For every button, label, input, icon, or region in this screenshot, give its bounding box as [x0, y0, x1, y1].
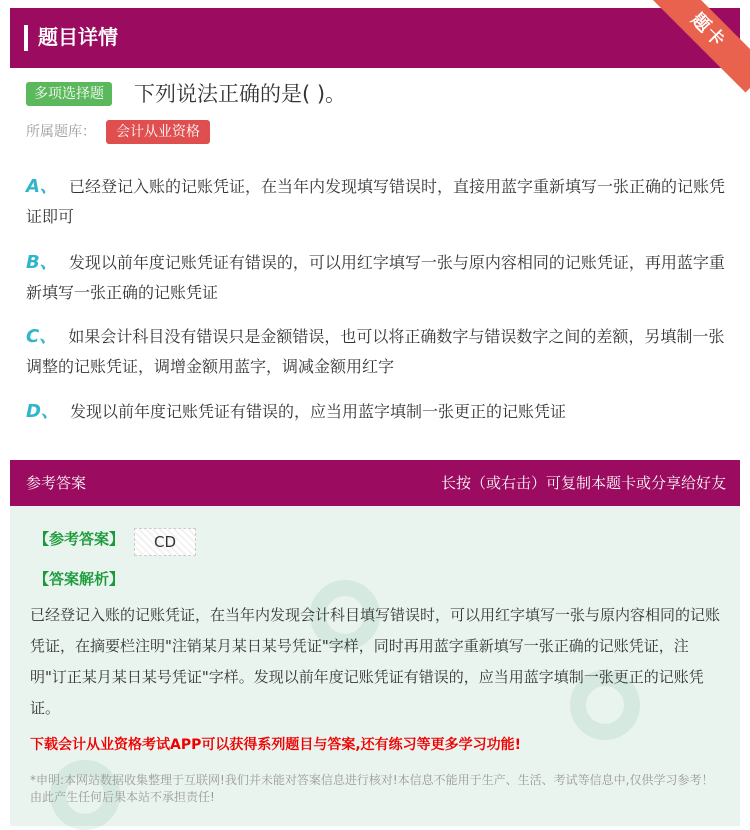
corner-ribbon — [650, 0, 750, 100]
option-letter: C、 — [26, 326, 58, 347]
page-title: 题目详情 — [38, 25, 118, 49]
option-b — [26, 248, 726, 308]
option-d — [26, 397, 726, 427]
copy-hint: 长按（或右击）可复制本题卡或分享给好友 — [440, 474, 726, 492]
question-type-badge: 多项选择题 — [26, 82, 112, 106]
option-letter: B、 — [26, 252, 58, 273]
question-title: 下列说法正确的是( )。 — [134, 82, 347, 106]
answer-value: CD — [134, 528, 196, 556]
explanation-text: 已经登记入账的记账凭证，在当年内发现会计科目填写错误时，可以用红字填写一张与原内容相同的记账凭证，在摘要栏注明"注销某月某日某号凭证"字样，同时再用蓝字重新填写一张正确的记账凭证，注明"订正某月某日某号凭证"字样。发现以前年度记账凭证有错误的，应当用蓝字填制一张更正的记账凭证。 — [30, 606, 721, 717]
option-text: 如果会计科目没有错误只是金额错误，也可以将正确数字与错误数字之间的差额，另填制一张调整的记账凭证，调增金额用蓝字，调减金额用红字 — [26, 327, 725, 376]
bank-label: 所属题库： — [26, 124, 96, 140]
option-text: 发现以前年度记账凭证有错误的，应当用蓝字填制一张更正的记账凭证 — [70, 402, 567, 421]
header-accent-bar — [24, 25, 28, 51]
page-header — [10, 8, 740, 68]
answer-header — [10, 460, 740, 506]
option-a — [26, 172, 726, 232]
answer-label: 【参考答案】 — [34, 530, 125, 548]
ribbon-label: 题卡 — [650, 0, 750, 93]
option-letter: D、 — [26, 401, 59, 422]
option-text: 发现以前年度记账凭证有错误的，可以用红字填写一张与原内容相同的记账凭证，再用蓝字重新填写一张正确的记账凭证 — [26, 253, 725, 302]
option-c — [26, 322, 726, 382]
answer-section-title: 参考答案 — [26, 474, 87, 492]
explanation-label: 【答案解析】 — [34, 570, 125, 588]
bank-tag[interactable]: 会计从业资格 — [106, 120, 210, 144]
option-letter: A、 — [26, 176, 58, 197]
option-text: 已经登记入账的记账凭证，在当年内发现填写错误时，直接用蓝字重新填写一张正确的记账凭证即可 — [26, 177, 726, 226]
app-promo-link[interactable]: 下载会计从业资格考试APP可以获得系列题目与答案,还有练习等更多学习功能! — [30, 737, 522, 753]
answer-panel — [10, 460, 740, 826]
disclaimer: *申明:本网站数据收集整理于互联网!我们并未能对答案信息进行核对!本信息不能用于生产、生活、考试等信息中,仅供学习参考！由此产生任何后果本站不承担责任! — [30, 773, 714, 804]
